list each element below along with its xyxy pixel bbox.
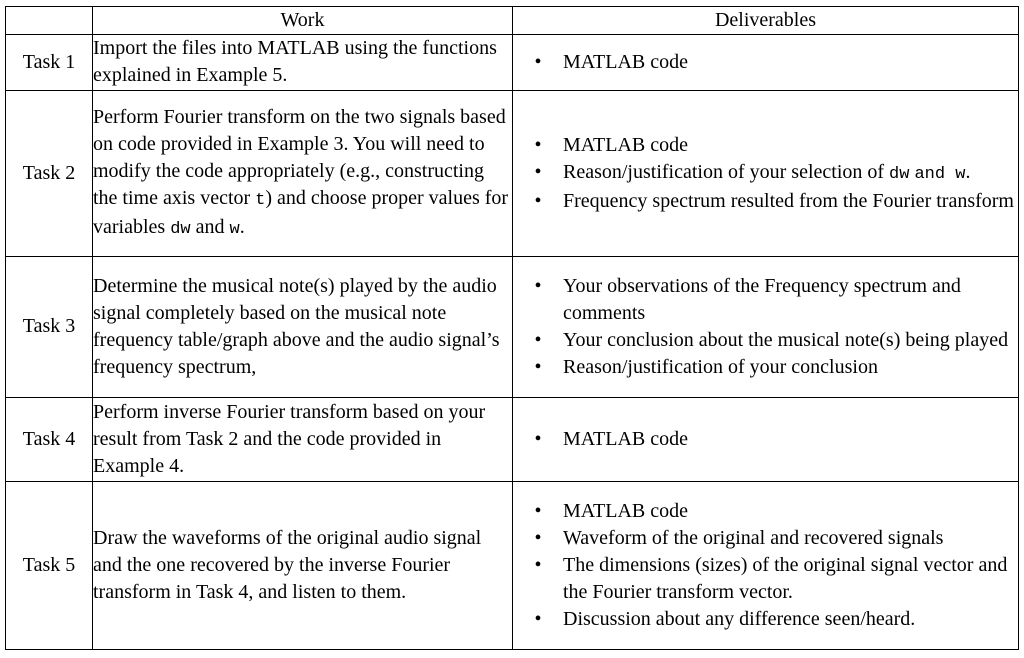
deliverables-list (513, 273, 1018, 381)
task-row (6, 35, 1019, 91)
deliverables-list (513, 49, 1018, 76)
task-table (5, 6, 1019, 650)
work-text: Determine the musical note(s) played by the audio signal completely based on the musical note frequency table/graph above and the audio signal’s frequency spectrum, (93, 274, 500, 378)
bullet-icon: • (534, 500, 542, 523)
task-label: Task 5 (6, 482, 93, 650)
task-row (6, 256, 1019, 397)
bullet-icon: • (534, 328, 542, 351)
work-cell (93, 482, 513, 650)
list-item (513, 498, 1018, 525)
work-text: Perform Fourier transform on the two signals based on code provided in Example 3. You will need to modify the code appropriately (e.g., constructing the time axis vector t) and choose proper values for variables dw and w. (93, 105, 509, 239)
deliverables-list (513, 498, 1018, 633)
deliverable-text: Reason/justification of your conclusion (563, 355, 878, 378)
deliverable-text: MATLAB code (563, 500, 688, 523)
list-item (513, 426, 1018, 453)
list-item (513, 159, 1018, 188)
bullet-icon: • (534, 50, 542, 73)
list-item (513, 552, 1018, 606)
task-label: Task 4 (6, 397, 93, 481)
bullet-icon: • (534, 133, 542, 156)
bullet-icon: • (534, 274, 542, 297)
code-token: w (229, 219, 240, 239)
list-item (513, 273, 1018, 327)
deliverable-text: Frequency spectrum resulted from the Fourier transform (563, 189, 1014, 212)
bullet-icon: • (534, 527, 542, 550)
list-item (513, 132, 1018, 159)
deliverable-text: Reason/justification of your selection of dw and w. (563, 160, 971, 184)
work-text: Draw the waveforms of the original audio signal and the one recovered by the inverse Fourier transform in Task 4, and listen to them. (93, 527, 482, 604)
code-token: dw (170, 219, 191, 239)
deliverable-text: MATLAB code (563, 50, 688, 73)
list-item (513, 188, 1018, 215)
deliverable-text: Waveform of the original and recovered signals (563, 527, 944, 550)
task-label: Task 2 (6, 90, 93, 256)
work-cell (93, 90, 513, 256)
task-label: Task 1 (6, 35, 93, 91)
deliverable-text: The dimensions (sizes) of the original signal vector and the Fourier transform vector. (563, 554, 1008, 604)
header-blank (6, 7, 93, 35)
list-item (513, 49, 1018, 76)
bullet-icon: • (534, 554, 542, 577)
deliverables-cell (513, 482, 1019, 650)
work-text: Import the files into MATLAB using the functions explained in Example 5. (93, 37, 497, 87)
deliverables-cell (513, 397, 1019, 481)
table-header-row (6, 7, 1019, 35)
deliverables-cell (513, 90, 1019, 256)
bullet-icon: • (534, 160, 542, 183)
bullet-icon: • (534, 608, 542, 631)
task-row (6, 397, 1019, 481)
deliverables-cell (513, 256, 1019, 397)
deliverable-text: Your conclusion about the musical note(s) being played (563, 328, 1009, 351)
deliverable-text: Discussion about any difference seen/heard. (563, 608, 916, 631)
work-text: Perform inverse Fourier transform based on your result from Task 2 and the code provided in Example 4. (93, 401, 486, 478)
deliverable-text: MATLAB code (563, 133, 688, 156)
code-token: t (255, 190, 266, 210)
deliverable-text: MATLAB code (563, 428, 688, 451)
deliverable-text: Your observations of the Frequency spectrum and comments (563, 274, 961, 324)
list-item (513, 327, 1018, 354)
work-cell (93, 397, 513, 481)
bullet-icon: • (534, 428, 542, 451)
task-row (6, 482, 1019, 650)
deliverables-list (513, 132, 1018, 215)
list-item (513, 606, 1018, 633)
deliverables-cell (513, 35, 1019, 91)
header-deliverables: Deliverables (513, 7, 1019, 35)
list-item (513, 354, 1018, 381)
list-item (513, 525, 1018, 552)
header-work: Work (93, 7, 513, 35)
code-token: dw (889, 164, 910, 184)
work-cell (93, 256, 513, 397)
deliverables-list (513, 426, 1018, 453)
task-label: Task 3 (6, 256, 93, 397)
bullet-icon: • (534, 355, 542, 378)
task-row (6, 90, 1019, 256)
code-token: and w (914, 164, 966, 184)
bullet-icon: • (534, 189, 542, 212)
work-cell (93, 35, 513, 91)
